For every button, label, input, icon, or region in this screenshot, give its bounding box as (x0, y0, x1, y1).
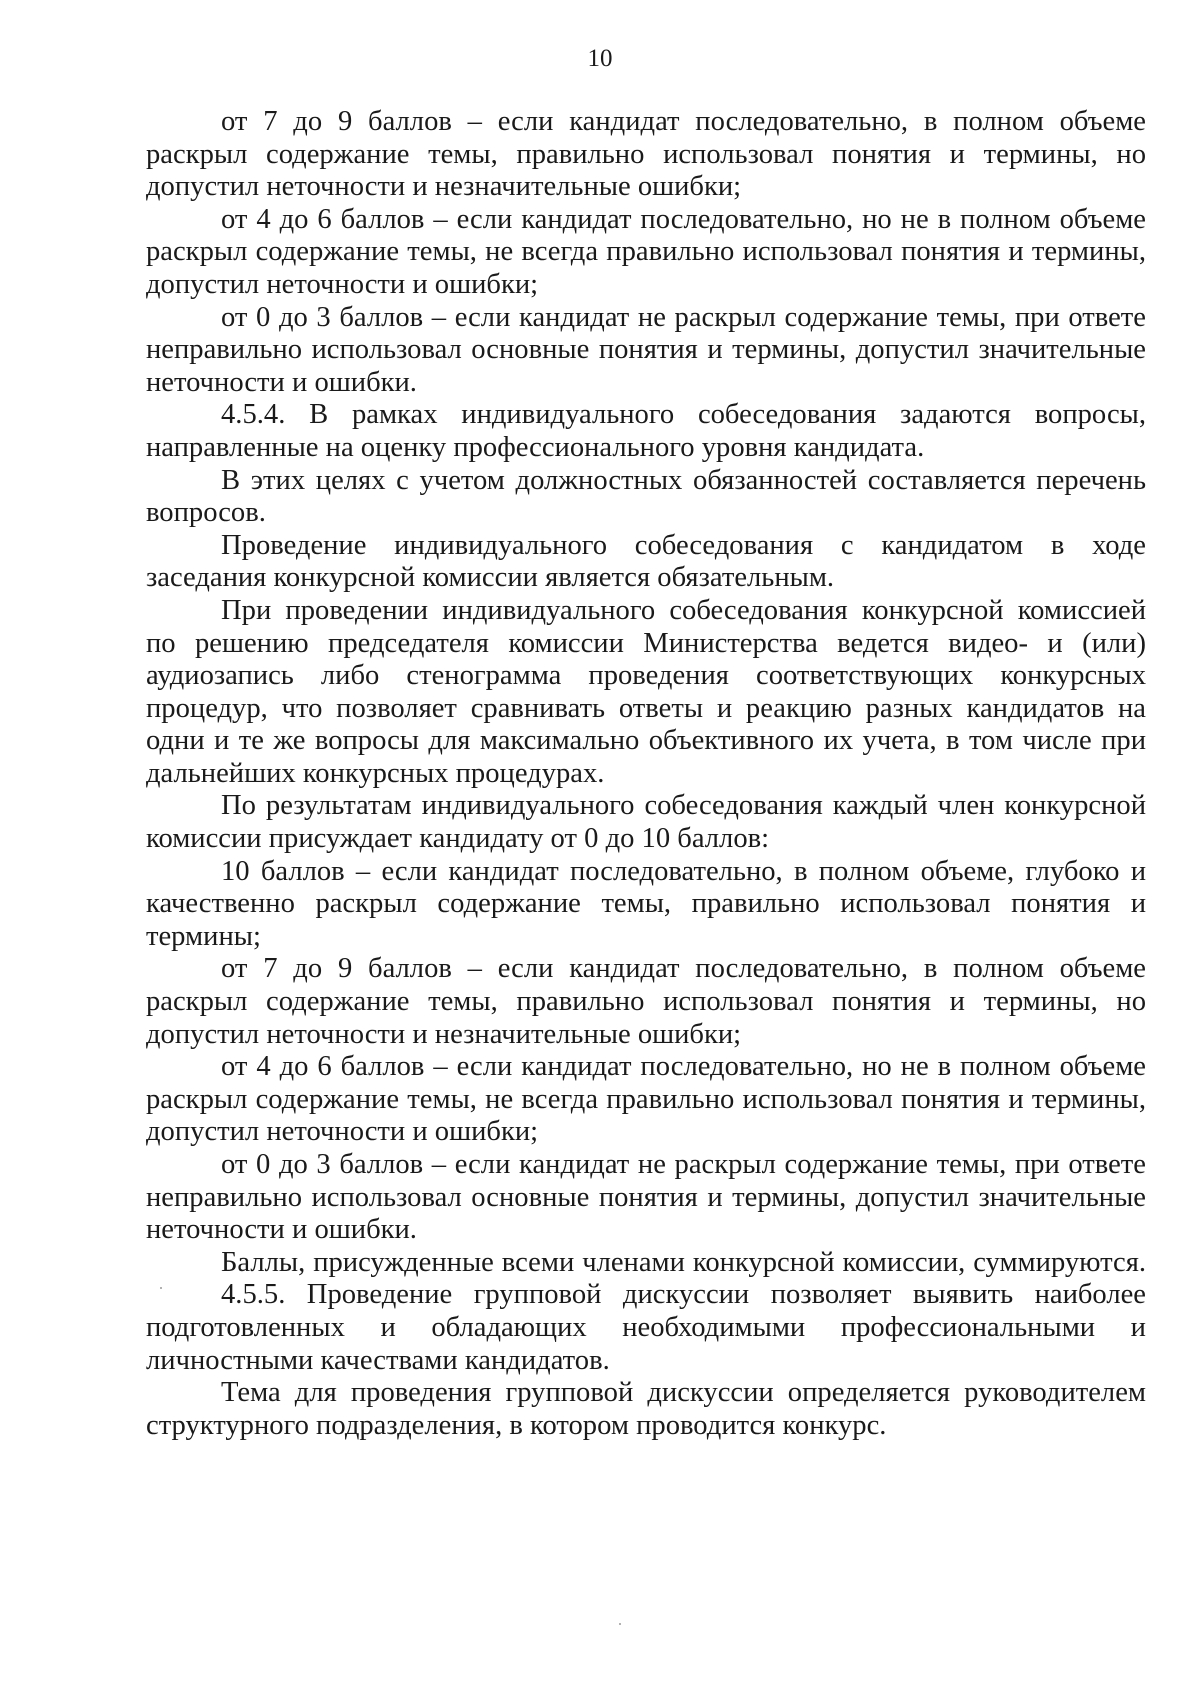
paragraph-scores-summed: Баллы, присужденные всеми членами конкурсной комиссии, суммируются. (221, 1246, 1146, 1278)
paragraph-interview-scoring: По результатам индивидуального собеседования каждый член конкурсной комиссии присуждает кандидату от 0 до 10 баллов: (146, 790, 1146, 855)
paragraph-score-4-6-interview: от 4 до 6 баллов – если кандидат последовательно, но не в полном объеме раскрыл содержание темы, не всегда правильно использовал понятия и термины, допустил неточности и ошибки; (146, 1051, 1146, 1148)
document-body (146, 106, 1146, 1442)
paragraph-score-0-3-interview: от 0 до 3 баллов – если кандидат не раскрыл содержание темы, при ответе неправильно использовал основные понятия и термины, допустил значительные неточности и ошибки. (146, 1149, 1146, 1246)
paragraph-score-0-3: от 0 до 3 баллов – если кандидат не раскрыл содержание темы, при ответе неправильно использовал основные понятия и термины, допустил значительные неточности и ошибки. (146, 301, 1146, 398)
paragraph-score-7-9: от 7 до 9 баллов – если кандидат последовательно, в полном объеме раскрыл содержание темы, правильно использовал понятия и термины, но допустил неточности и незначительные ошибки; (146, 106, 1146, 203)
paragraph-score-4-6: от 4 до 6 баллов – если кандидат последовательно, но не в полном объеме раскрыл содержание темы, не всегда правильно использовал понятия и термины, допустил неточности и ошибки; (146, 203, 1146, 300)
paragraph-score-10: 10 баллов – если кандидат последовательно, в полном объеме, глубоко и качественно раскрыл содержание темы, правильно использовал понятия и термины; (146, 855, 1146, 952)
paragraph-section-4-5-5: 4.5.5. Проведение групповой дискуссии позволяет выявить наиболее подготовленных и обладающих необходимыми профессиональными и личностными качествами кандидатов. (146, 1279, 1146, 1376)
scan-speck (619, 1623, 621, 1625)
paragraph-discussion-topic: Тема для проведения групповой дискуссии определяется руководителем структурного подразделения, в котором проводится конкурс. (146, 1377, 1146, 1441)
page-number: 10 (587, 45, 613, 72)
paragraph-score-7-9-interview: от 7 до 9 баллов – если кандидат последовательно, в полном объеме раскрыл содержание темы, правильно использовал понятия и термины, но допустил неточности и незначительные ошибки; (146, 953, 1146, 1050)
paragraph-section-4-5-4: 4.5.4. В рамках индивидуального собеседования задаются вопросы, направленные на оценку профессионального уровня кандидата. (146, 399, 1146, 463)
paragraph-recording: При проведении индивидуального собеседования конкурсной комиссией по решению председателя комиссии Министерства ведется видео- и (или) аудиозапись либо стенограмма проведения соответствующих конкурсных процедур, что позволяет сравнивать ответы и реакцию разных кандидатов на одни и те же вопросы для максимально объективного их учета, в том числе при дальнейших конкурсных процедурах. (146, 594, 1146, 789)
paragraph-interview-mandatory: Проведение индивидуального собеседования с кандидатом в ходе заседания конкурсной комиссии является обязательным. (146, 529, 1146, 594)
paragraph-question-list: В этих целях с учетом должностных обязанностей составляется перечень вопросов. (146, 464, 1146, 529)
scan-speck (160, 1287, 162, 1289)
